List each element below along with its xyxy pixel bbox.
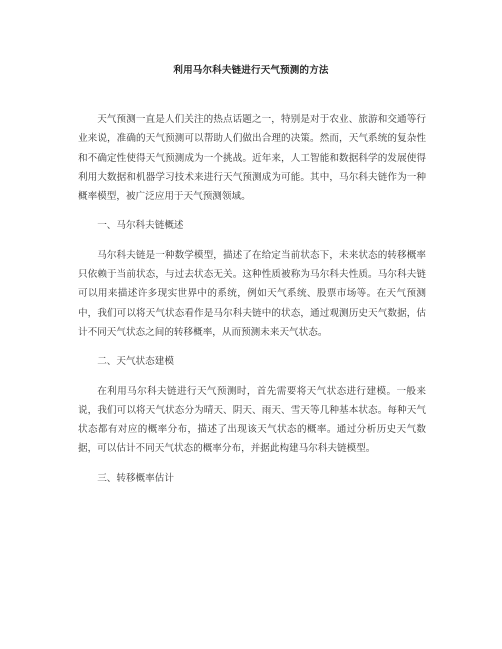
document-title: 利用马尔科夫链进行天气预测的方法 bbox=[173, 65, 329, 76]
document-body bbox=[78, 110, 426, 498]
section-heading-modeling: 二、天气状态建模 bbox=[97, 356, 174, 368]
section-body-modeling: 在利用马尔科夫链进行天气预测时，首先需要将天气状态进行建模。一般来说，我们可以将天气状态分为晴天、阴天、雨天、雪天等几种基本状态。每种天气状态都有对应的概率分布，描述了出现该天气状态的概率。通过分析历史天气数据，可以估计不同天气状态的概率分布，并据此构建马尔科夫链模型。 bbox=[78, 385, 426, 455]
section-heading-overview: 一、马尔科夫链概述 bbox=[97, 220, 184, 232]
intro-paragraph: 天气预测一直是人们关注的热点话题之一，特别是对于农业、旅游和交通等行业来说，准确的天气预测可以帮助人们做出合理的决策。然而，天气系统的复杂性和不确定性使得天气预测成为一个挑战。近年来，人工智能和数据科学的发展使得利用大数据和机器学习技术来进行天气预测成为可能。其中，马尔科夫链作为一种概率模型，被广泛应用于天气预测领域。 bbox=[78, 114, 426, 203]
section-body-overview: 马尔科夫链是一种数学模型，描述了在给定当前状态下，未来状态的转移概率只依赖于当前状态，与过去状态无关。这种性质被称为马尔科夫性质。马尔科夫链可以用来描述许多现实世界中的系统，例如天气系统、股票市场等。在天气预测中，我们可以将天气状态看作是马尔科夫链中的状态，通过观测历史天气数据，估计不同天气状态之间的转移概率，从而预测未来天气状态。 bbox=[78, 249, 426, 338]
section-heading-transition: 三、转移概率估计 bbox=[97, 472, 174, 484]
